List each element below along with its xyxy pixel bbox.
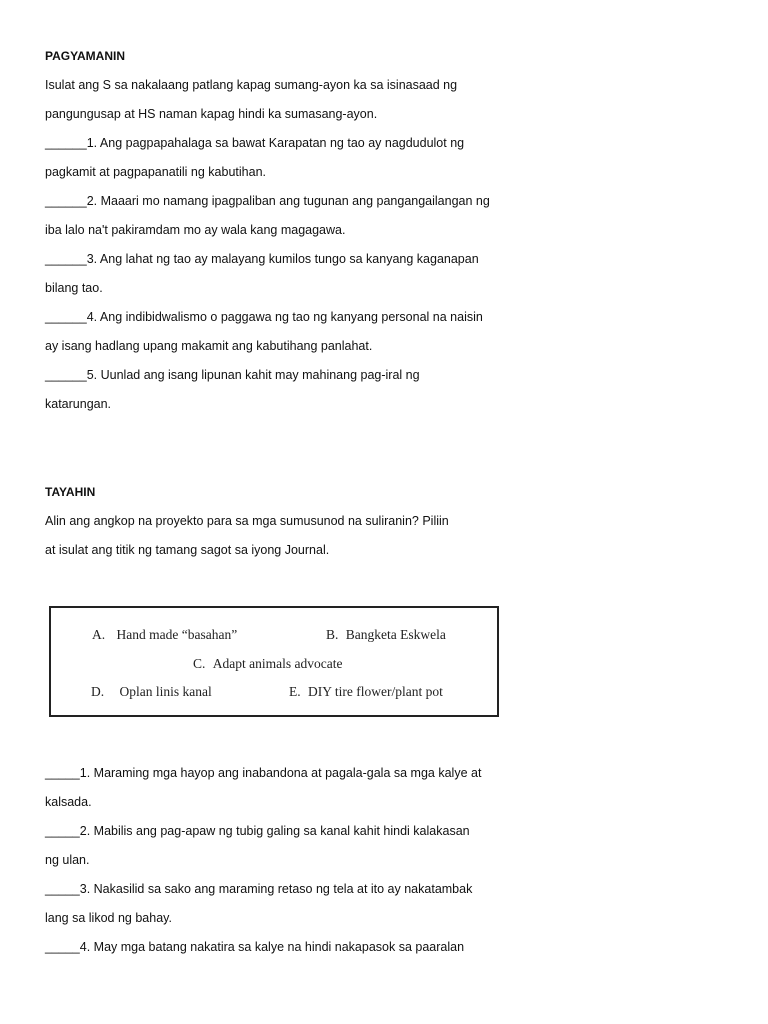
choice-c xyxy=(193,656,342,672)
pagyamanin-item-2-continued: iba lalo na't pakiramdam mo ay wala kang magagawa. xyxy=(45,223,346,237)
tayahin-instruction-line-2: at isulat ang titik ng tamang sagot sa iyong Journal. xyxy=(45,543,330,557)
choice-e-text: DIY tire flower/plant pot xyxy=(308,684,443,699)
tayahin-instruction-line-1: Alin ang angkop na proyekto para sa mga sumusunod na suliranin? Piliin xyxy=(45,514,449,528)
choice-b-letter: B. xyxy=(326,627,339,642)
pagyamanin-item-5-continued: katarungan. xyxy=(45,397,112,411)
pagyamanin-item-2: ______2. Maaari mo namang ipagpaliban ang tugunan ang pangangailangan ng xyxy=(45,194,490,208)
tayahin-item-1-continued: kalsada. xyxy=(45,795,92,809)
choice-e xyxy=(289,684,443,700)
section-heading-tayahin: TAYAHIN xyxy=(45,485,96,499)
pagyamanin-item-5: ______5. Uunlad ang isang lipunan kahit may mahinang pag-iral ng xyxy=(45,368,420,382)
choice-b-text: Bangketa Eskwela xyxy=(345,627,446,642)
choice-a-text: Hand made “basahan” xyxy=(116,627,238,642)
pagyamanin-item-4: ______4. Ang indibidwalismo o paggawa ng tao ng kanyang personal na naisin xyxy=(45,310,483,324)
choice-e-letter: E. xyxy=(289,684,301,699)
pagyamanin-instruction-line-1: Isulat ang S sa nakalaang patlang kapag sumang-ayon ka sa isinasaad ng xyxy=(45,78,458,92)
choice-d xyxy=(91,684,212,700)
section-heading-pagyamanin: PAGYAMANIN xyxy=(45,49,126,63)
tayahin-item-3: _____3. Nakasilid sa sako ang maraming retaso ng tela at ito ay nakatambak xyxy=(45,882,473,896)
pagyamanin-item-1: ______1. Ang pagpapahalaga sa bawat Karapatan ng tao ay nagdudulot ng xyxy=(45,136,465,150)
choice-d-letter: D. xyxy=(91,684,105,699)
choice-b xyxy=(326,627,446,643)
pagyamanin-item-1-continued: pagkamit at pagpapanatili ng kabutihan. xyxy=(45,165,266,179)
choice-c-letter: C. xyxy=(193,656,206,671)
choice-d-text: Oplan linis kanal xyxy=(119,684,212,699)
answer-choices-box xyxy=(49,606,499,717)
pagyamanin-instruction-line-2: pangungusap at HS naman kapag hindi ka sumasang-ayon. xyxy=(45,107,378,121)
pagyamanin-item-4-continued: ay isang hadlang upang makamit ang kabutihang panlahat. xyxy=(45,339,373,353)
tayahin-item-1: _____1. Maraming mga hayop ang inabandona at pagala-gala sa mga kalye at xyxy=(45,766,482,780)
choice-a xyxy=(92,627,237,643)
tayahin-item-3-continued: lang sa likod ng bahay. xyxy=(45,911,172,925)
tayahin-item-4: _____4. May mga batang nakatira sa kalye na hindi nakapasok sa paaralan xyxy=(45,940,465,954)
tayahin-item-2-continued: ng ulan. xyxy=(45,853,90,867)
choice-c-text: Adapt animals advocate xyxy=(212,656,343,671)
choice-a-letter: A. xyxy=(92,627,106,642)
tayahin-item-2: _____2. Mabilis ang pag-apaw ng tubig galing sa kanal kahit hindi kalakasan xyxy=(45,824,470,838)
pagyamanin-item-3-continued: bilang tao. xyxy=(45,281,103,295)
pagyamanin-item-3: ______3. Ang lahat ng tao ay malayang kumilos tungo sa kanyang kaganapan xyxy=(45,252,479,266)
